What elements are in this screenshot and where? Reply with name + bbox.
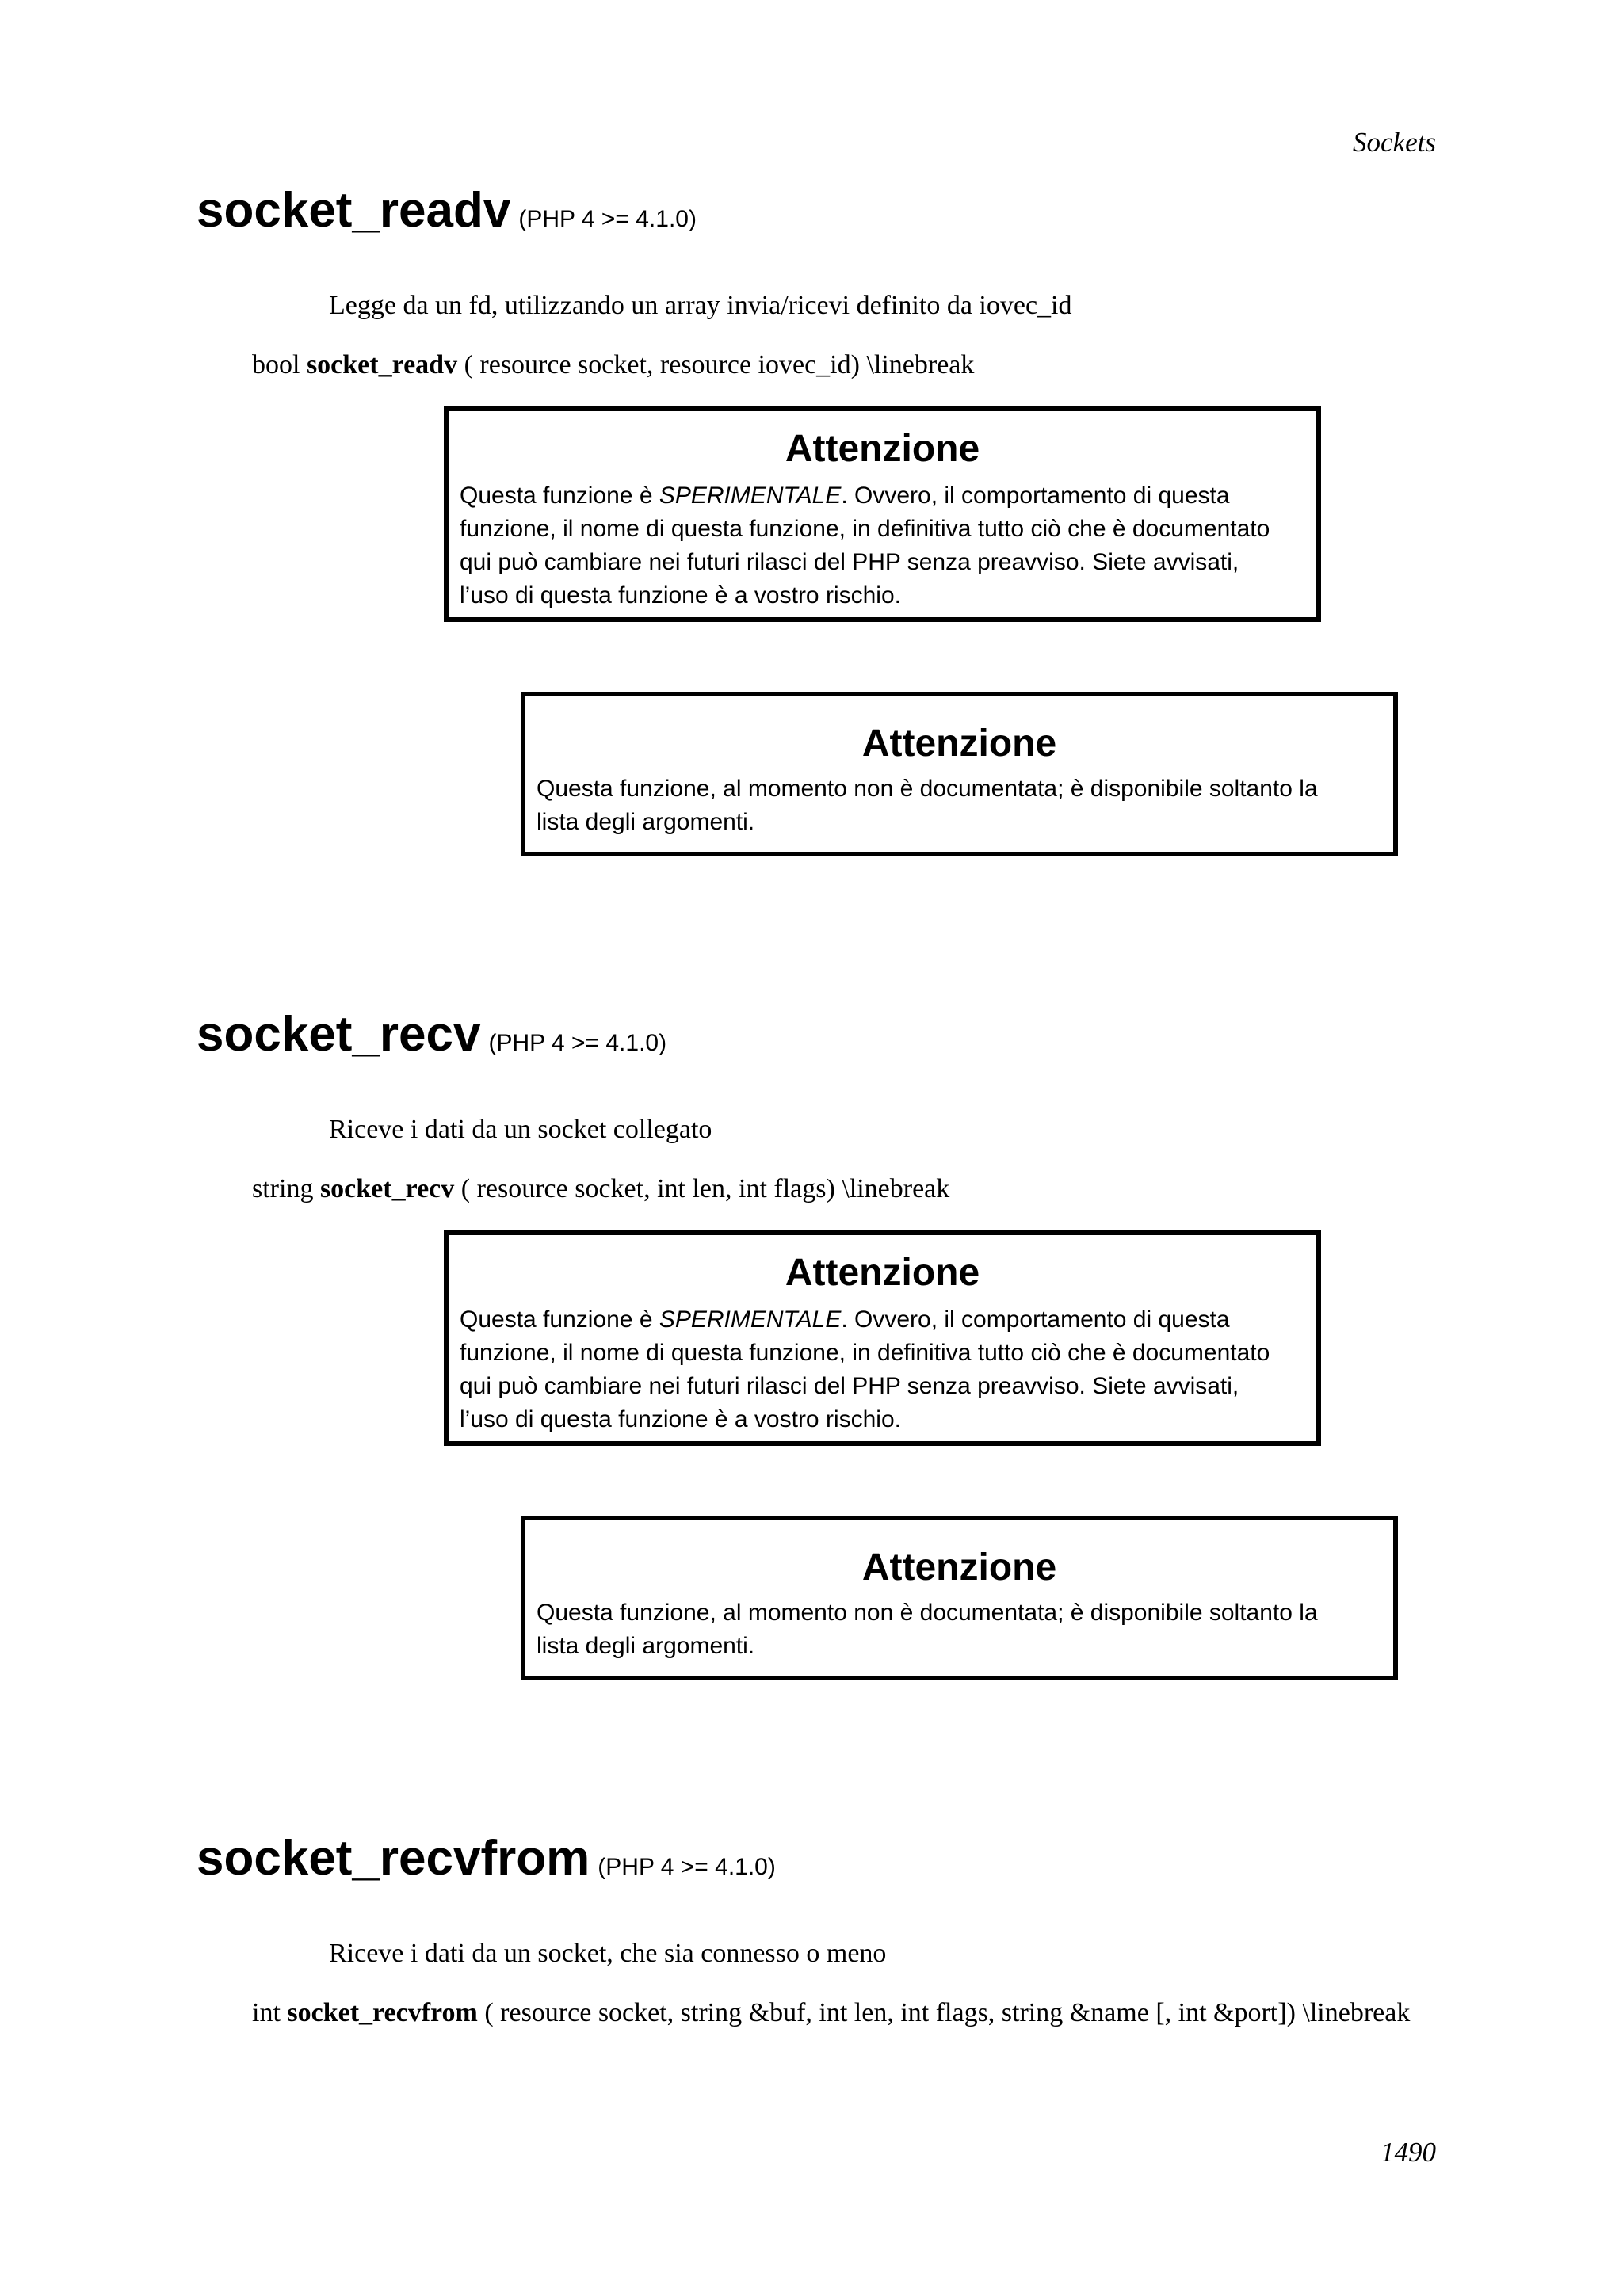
running-header: Sockets — [1353, 127, 1436, 158]
function-version: (PHP 4 >= 4.1.0) — [488, 1030, 667, 1056]
warning-title: Attenzione — [785, 428, 980, 470]
warning-text — [449, 479, 1316, 612]
page-number: 1490 — [1381, 2137, 1436, 2168]
experimental-warning-box — [444, 406, 1321, 622]
function-heading — [197, 1830, 776, 1886]
warning-text-line2: funzione, il nome di questa funzione, in definitiva tutto ciò che è documentato — [460, 1340, 1270, 1366]
function-description: Riceve i dati da un socket collegato — [329, 1115, 712, 1144]
function-name: socket_recvfrom — [197, 1831, 590, 1886]
warning-text — [449, 1303, 1316, 1436]
parameter-list: ( resource socket, string &buf, int len, int flags, string &name [, int &port]) \linebreak — [477, 1998, 1411, 2027]
warning-title: Attenzione — [861, 1547, 1057, 1589]
function-description: Riceve i dati da un socket, che sia connesso o meno — [329, 1939, 887, 1968]
warning-text-line3: qui può cambiare nei futuri rilasci del PHP senza preavviso. Siete avvisati, — [460, 1373, 1239, 1399]
warning-text-line4: l’uso di questa funzione è a vostro rischio. — [460, 1406, 901, 1432]
warning-text-line1-end: . Ovvero, il comportamento di questa — [841, 482, 1230, 509]
warning-text-start: Questa funzione è — [460, 1306, 659, 1333]
function-version: (PHP 4 >= 4.1.0) — [598, 1854, 776, 1880]
function-description: Legge da un fd, utilizzando un array invia/ricevi definito da iovec_id — [329, 291, 1072, 320]
function-synopsis — [252, 350, 974, 380]
warning-text-line2: lista degli argomenti. — [537, 809, 755, 835]
return-type: bool — [252, 350, 307, 379]
experimental-warning-box — [444, 1230, 1321, 1446]
warning-text — [525, 772, 1393, 839]
synopsis-function-name: socket_recv — [319, 1174, 455, 1203]
function-name: socket_readv — [197, 183, 511, 238]
warning-text-line2: lista degli argomenti. — [537, 1633, 755, 1659]
synopsis-function-name: socket_recvfrom — [287, 1998, 478, 2027]
undocumented-warning-box — [521, 692, 1398, 856]
return-type: string — [252, 1174, 320, 1203]
experimental-label: SPERIMENTALE — [659, 1306, 842, 1333]
function-heading — [197, 182, 697, 238]
function-synopsis — [252, 1998, 1410, 2028]
warning-text — [525, 1596, 1393, 1663]
function-synopsis — [252, 1174, 949, 1204]
warning-text-line4: l’uso di questa funzione è a vostro rischio. — [460, 582, 901, 608]
warning-text-line1: Questa funzione, al momento non è documentata; è disponibile soltanto la — [537, 1600, 1318, 1626]
undocumented-warning-box — [521, 1516, 1398, 1680]
function-name: socket_recv — [197, 1007, 481, 1062]
synopsis-function-name: socket_readv — [306, 350, 458, 379]
warning-text-line3: qui può cambiare nei futuri rilasci del PHP senza preavviso. Siete avvisati, — [460, 549, 1239, 575]
warning-text-start: Questa funzione è — [460, 482, 659, 509]
warning-text-line1-end: . Ovvero, il comportamento di questa — [841, 1306, 1230, 1333]
warning-title: Attenzione — [861, 723, 1057, 765]
function-heading — [197, 1006, 666, 1062]
parameter-list: ( resource socket, resource iovec_id) \linebreak — [457, 350, 975, 379]
parameter-list: ( resource socket, int len, int flags) \linebreak — [454, 1174, 950, 1203]
warning-title: Attenzione — [785, 1252, 980, 1294]
warning-text-line2: funzione, il nome di questa funzione, in definitiva tutto ciò che è documentato — [460, 516, 1270, 542]
function-version: (PHP 4 >= 4.1.0) — [518, 206, 697, 232]
experimental-label: SPERIMENTALE — [659, 482, 842, 509]
warning-text-line1: Questa funzione, al momento non è documentata; è disponibile soltanto la — [537, 776, 1318, 802]
return-type: int — [252, 1998, 288, 2027]
